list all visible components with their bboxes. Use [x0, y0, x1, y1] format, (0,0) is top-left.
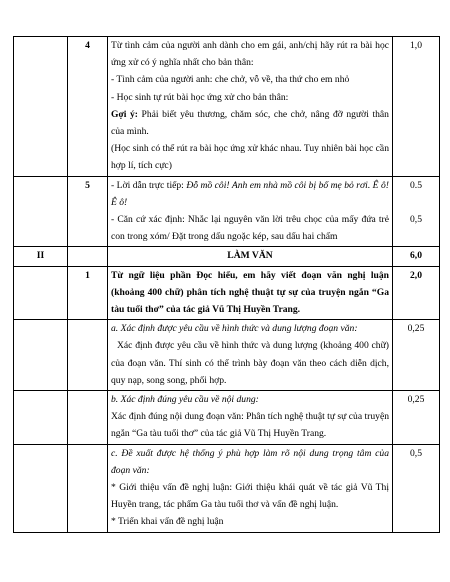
- table-row: [14, 444, 440, 532]
- score-cell: [393, 444, 440, 532]
- question-number: [68, 444, 108, 532]
- question-number: [68, 320, 108, 391]
- question-number: [68, 391, 108, 445]
- criterion-body: * Triển khai vấn đề nghị luận: [111, 516, 224, 528]
- answer-line: - Tình cảm của người anh: che chở, vỗ về, tha thứ cho em nhỏ: [111, 74, 350, 86]
- table-row: [14, 266, 440, 320]
- answer-cell: [108, 176, 393, 247]
- task-number: 1: [68, 266, 108, 320]
- criterion-cell: [108, 320, 393, 391]
- section-cell: [14, 391, 68, 445]
- answer-cell: [108, 37, 393, 177]
- question-number: 5: [68, 176, 108, 247]
- table-row: [14, 247, 440, 266]
- score-value: 0,5: [410, 213, 422, 225]
- score-value: 1,0: [410, 40, 422, 51]
- hint-paragraph: [111, 106, 389, 140]
- task-score: 2,0: [393, 266, 440, 320]
- answer-line: - Căn cứ xác định: Nhắc lại nguyên văn lời trêu chọc của mấy đứa trẻ con trong xóm/ Đặt trong dấu ngoặc kép, sau dấu hai chấm: [111, 214, 389, 243]
- criterion-heading: b. Xác định đúng yêu cầu về nội dung:: [111, 394, 259, 406]
- score-cell: [393, 176, 440, 247]
- table-row: [14, 391, 440, 445]
- quote-prefix: - Lời dẫn trực tiếp:: [111, 179, 187, 191]
- criterion-heading: c. Đề xuất được hệ thống ý phù hợp làm rõ nội dung trọng tâm của đoạn văn:: [111, 447, 389, 476]
- answer-line: Từ tình cảm của người anh dành cho em gái, anh/chị hãy rút ra bài học ứng xử có ý nghĩa nhất cho bản thân:: [111, 40, 389, 69]
- score-value: 0,25: [407, 394, 425, 406]
- section-cell: [14, 444, 68, 532]
- criterion-body: Xác định được yêu cầu về hình thức và dung lượng (khoảng 400 chữ) của đoạn văn. Thí sinh có thể trình bày đoạn văn theo cách diễn dịch, quy nạp, song song, phối hợp.: [111, 340, 389, 386]
- hint-text: Phải biết yêu thương, chăm sóc, che chở, nâng đỡ người thân của mình.: [111, 108, 389, 138]
- section-score: 6,0: [393, 247, 440, 266]
- grading-rubric-table: [13, 36, 440, 533]
- section-cell: [14, 176, 68, 247]
- question-number: 4: [68, 37, 108, 177]
- criterion-body: Xác định đúng nội dung đoạn văn: Phân tích nghệ thuật tự sự của truyện ngắn “Ga tàu tuổi thơ” của tác giả Vũ Thị Huyền Trang.: [111, 411, 389, 440]
- section-roman: II: [14, 247, 68, 266]
- table-row: [14, 320, 440, 391]
- task-prompt: Từ ngữ liệu phần Đọc hiểu, em hãy viết đoạn văn nghị luận (khoảng 400 chữ) phân tích nghệ thuật tự sự của truyện ngắn “Ga tàu tuổi thơ” của tác giả Vũ Thị Huyền Trang.: [108, 266, 393, 320]
- criterion-cell: [108, 391, 393, 445]
- question-number: [68, 247, 108, 266]
- criterion-body: * Giới thiệu vấn đề nghị luận: Giới thiệu khái quát về tác giả Vũ Thị Huyền trang, tác phẩm Ga tàu tuổi thơ và vấn đề nghị luận.: [111, 482, 389, 511]
- score-value: 0,5: [410, 447, 422, 459]
- criterion-heading: a. Xác định được yêu cầu về hình thức và dung lượng đoạn văn:: [111, 323, 358, 335]
- criterion-cell: [108, 444, 393, 532]
- section-cell: [14, 266, 68, 320]
- hint-label: Gợi ý:: [111, 108, 138, 120]
- answer-line: - Học sinh tự rút bài học ứng xử cho bản thân:: [111, 91, 289, 103]
- table-row: [14, 37, 440, 177]
- score-cell: [393, 391, 440, 445]
- score-cell: [393, 37, 440, 177]
- section-cell: [14, 37, 68, 177]
- section-title: LÀM VĂN: [108, 247, 393, 266]
- score-cell: [393, 320, 440, 391]
- quote-text: Đỗ mồ côi! Anh em nhà mồ côi bị bố mẹ bỏ rơi. Ê ô! Ê ô!: [111, 179, 389, 208]
- score-value: 0,25: [407, 323, 425, 335]
- section-cell: [14, 320, 68, 391]
- direct-quote-line: [111, 177, 389, 211]
- score-value: 0.5: [410, 179, 422, 191]
- table-row: [14, 176, 440, 247]
- note-text: (Học sinh có thể rút ra bài học ứng xử khác nhau. Tuy nhiên bài học cần hợp lí, tích cực): [111, 143, 389, 172]
